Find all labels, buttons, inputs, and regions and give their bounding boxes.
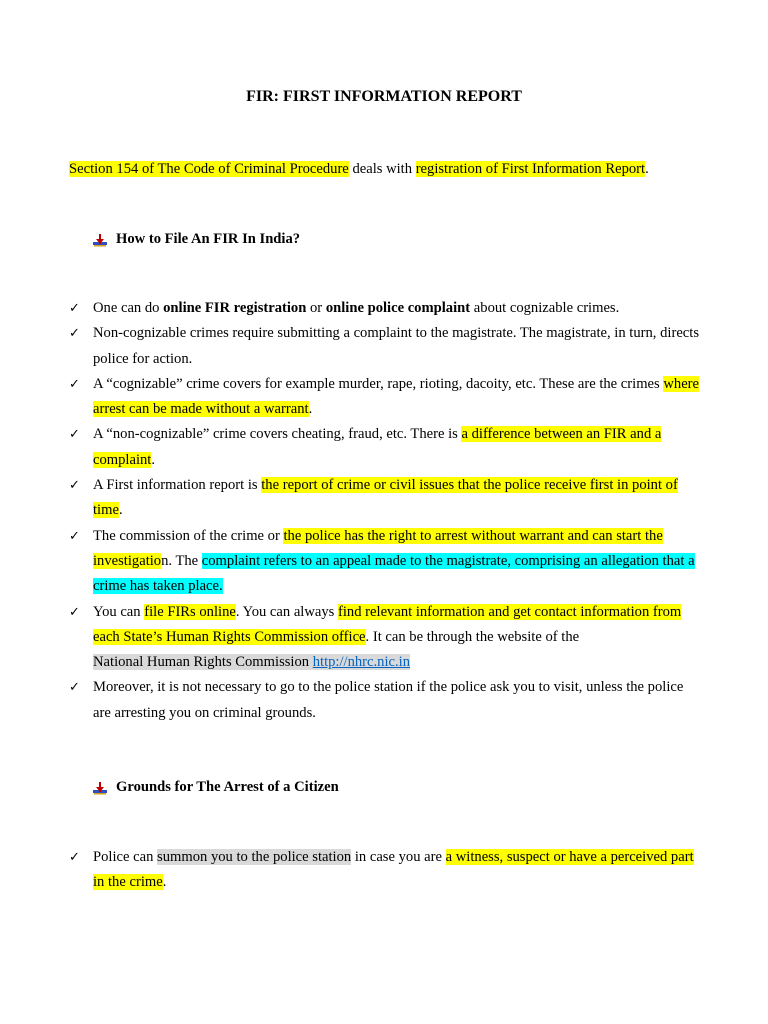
highlight-text: complaint refers to an appeal made to the magistrate, comprising an allegation that a crime has taken place. <box>93 552 695 595</box>
text: . <box>308 401 313 418</box>
text: A “cognizable” crime covers for example murder, rape, rioting, dacoity, etc. These are the crimes <box>93 375 664 392</box>
list-item <box>69 473 699 524</box>
highlight-text: a witness, suspect or have a perceived part in the crime <box>93 849 694 891</box>
checkmark-icon: ✓ <box>69 528 80 544</box>
list-item <box>69 524 699 600</box>
checkmark-icon: ✓ <box>69 478 80 494</box>
text: or <box>306 300 326 316</box>
nhrc-label <box>93 654 410 670</box>
text: A “non-cognizable” crime covers cheating, fraud, etc. There is <box>93 426 462 443</box>
text: The commission of the crime or <box>93 527 284 544</box>
text: You can <box>93 603 145 620</box>
section-heading-label: How to File An FIR In India? <box>116 231 301 247</box>
list-item <box>69 422 699 473</box>
highlight-text: file FIRs online <box>144 603 236 620</box>
bold-text: online police complaint <box>325 300 471 316</box>
text: . <box>645 161 649 177</box>
text: Police can <box>93 849 158 865</box>
text: about cognizable crimes. <box>470 300 620 316</box>
highlight-text: find relevant information and get contact information from each State’s Human Rights Commission office <box>93 603 682 645</box>
document-title: FIR: FIRST INFORMATION REPORT <box>246 88 522 105</box>
nhrc-link[interactable]: http://nhrc.nic.in <box>312 654 410 671</box>
text: deals with <box>348 161 416 177</box>
section-heading-grounds-for-arrest <box>93 779 339 796</box>
highlight-text: Section 154 of The Code of Criminal Procedure <box>69 161 349 177</box>
arrow-bullet-icon <box>93 781 107 795</box>
checkmark-icon: ✓ <box>69 850 80 865</box>
intro-paragraph <box>69 159 709 179</box>
text: Non-cognizable crimes require submitting a complaint to the magistrate. The magistrate, in turn, directs police for action. <box>93 325 700 367</box>
highlight-text: summon you to the police station <box>157 849 352 865</box>
text: . You can always <box>235 603 339 620</box>
list-item <box>69 675 699 726</box>
list-item <box>69 321 699 372</box>
text: . <box>118 502 123 519</box>
text: One can do <box>93 300 164 316</box>
section-heading-how-to-file <box>93 231 300 248</box>
text: n. The <box>161 552 202 569</box>
checkmark-icon: ✓ <box>69 680 80 696</box>
text: Moreover, it is not necessary to go to the police station if the police ask you to visit, unless the police are arresting you on criminal grounds. <box>93 679 684 721</box>
text: . <box>151 451 156 468</box>
bold-text: online FIR registration <box>163 300 307 316</box>
highlight-text: where arrest can be made without a warrant <box>93 375 700 418</box>
highlight-text: the police has the right to arrest without warrant and can start the investigatio <box>93 527 663 569</box>
list-item <box>69 600 699 676</box>
checkmark-icon: ✓ <box>69 427 80 443</box>
section-heading-label: Grounds for The Arrest of a Citizen <box>116 779 339 795</box>
grounds-list <box>69 845 699 896</box>
checkmark-icon: ✓ <box>69 326 80 342</box>
list-item <box>69 296 699 321</box>
checkmark-icon: ✓ <box>69 604 80 620</box>
text: A First information report is <box>93 477 262 494</box>
checkmark-icon: ✓ <box>69 376 80 392</box>
arrow-bullet-icon <box>93 233 107 247</box>
text: . <box>162 874 167 891</box>
list-item <box>69 372 699 423</box>
checkmark-icon: ✓ <box>69 301 80 316</box>
highlight-text: a difference between an FIR and a complaint <box>93 426 662 468</box>
text: . It can be through the website of the <box>365 628 580 645</box>
text: in case you are <box>351 849 446 865</box>
highlight-text: registration of First Information Report <box>415 161 646 177</box>
how-to-file-list <box>69 296 699 726</box>
list-item <box>69 845 699 896</box>
text: National Human Rights Commission <box>93 654 313 671</box>
highlight-text: the report of crime or civil issues that the police receive first in point of time <box>93 477 678 519</box>
